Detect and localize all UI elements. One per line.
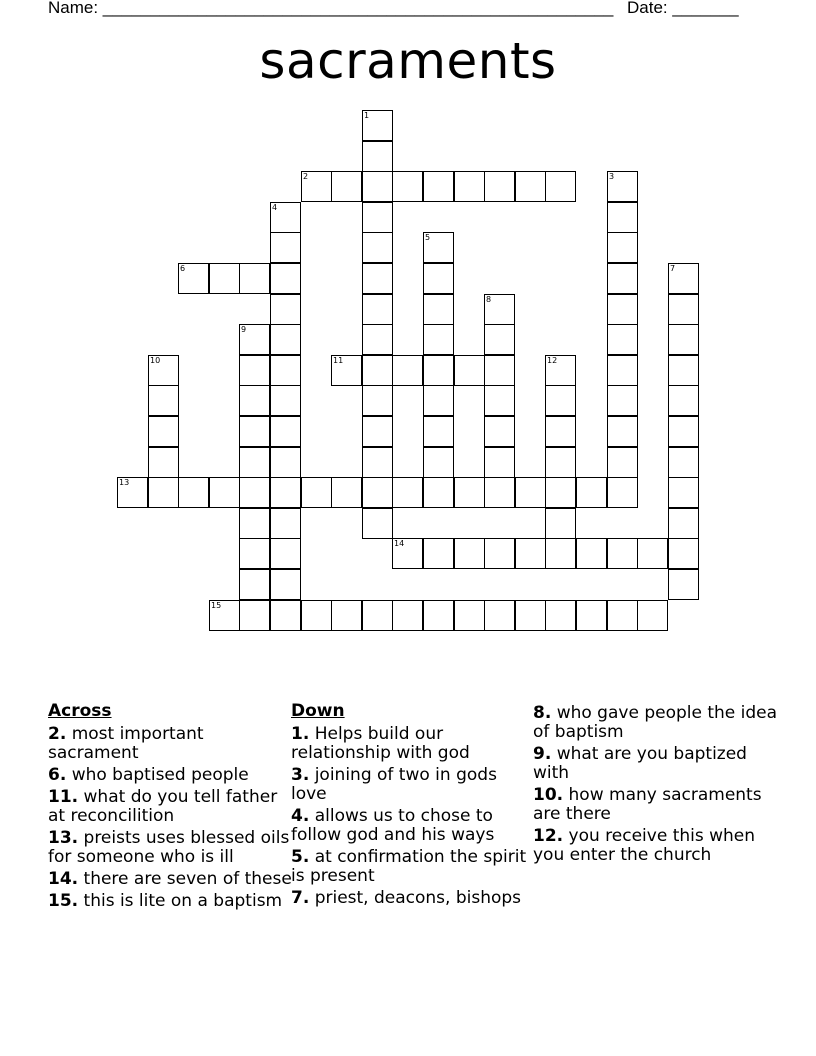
- crossword-cell[interactable]: [607, 202, 638, 233]
- crossword-cell[interactable]: [484, 355, 515, 386]
- down-clue: [291, 766, 536, 804]
- crossword-cell[interactable]: [209, 477, 240, 508]
- crossword-cell[interactable]: [270, 569, 301, 600]
- crossword-cell[interactable]: [607, 538, 638, 569]
- crossword-cell[interactable]: [423, 447, 454, 478]
- crossword-cell[interactable]: [668, 569, 699, 600]
- crossword-cell[interactable]: [607, 171, 638, 202]
- crossword-cell[interactable]: [148, 447, 179, 478]
- crossword-cell[interactable]: [239, 600, 270, 631]
- crossword-cell[interactable]: [270, 202, 301, 233]
- crossword-cell[interactable]: [362, 324, 393, 355]
- crossword-cell[interactable]: [270, 385, 301, 416]
- cell-number: 12: [547, 356, 558, 365]
- crossword-cell[interactable]: [484, 477, 515, 508]
- crossword-cell[interactable]: [607, 232, 638, 263]
- crossword-cell[interactable]: [117, 477, 148, 508]
- across-clues-column: [48, 702, 293, 914]
- cell-number: 14: [394, 539, 405, 548]
- clue-number: 12.: [533, 826, 564, 846]
- crossword-cell[interactable]: [423, 416, 454, 447]
- clue-text: joining of two in gods love: [291, 765, 497, 804]
- crossword-cell[interactable]: [239, 477, 270, 508]
- crossword-cell[interactable]: [423, 477, 454, 508]
- crossword-cell[interactable]: [270, 508, 301, 539]
- crossword-cell[interactable]: [362, 385, 393, 416]
- crossword-cell[interactable]: [454, 171, 485, 202]
- name-field-label: Name: ______________________________________________________: [48, 0, 614, 17]
- crossword-cell[interactable]: [392, 355, 423, 386]
- crossword-cell[interactable]: [392, 477, 423, 508]
- crossword-cell[interactable]: [423, 263, 454, 294]
- crossword-cell[interactable]: [576, 538, 607, 569]
- crossword-cell[interactable]: [607, 355, 638, 386]
- crossword-cell[interactable]: [362, 355, 393, 386]
- crossword-cell[interactable]: [454, 477, 485, 508]
- crossword-cell[interactable]: [668, 263, 699, 294]
- crossword-cell[interactable]: [239, 324, 270, 355]
- crossword-cell[interactable]: [545, 538, 576, 569]
- crossword-cell[interactable]: [331, 171, 362, 202]
- down-clue: [291, 848, 536, 886]
- crossword-cell[interactable]: [301, 477, 332, 508]
- crossword-cell[interactable]: [209, 600, 240, 631]
- clue-text: how many sacraments are there: [533, 785, 762, 824]
- crossword-cell[interactable]: [392, 171, 423, 202]
- crossword-cell[interactable]: [454, 538, 485, 569]
- down-clue: [291, 889, 536, 908]
- cell-number: 7: [670, 264, 676, 273]
- across-clue: [48, 725, 293, 763]
- crossword-cell[interactable]: [668, 324, 699, 355]
- cell-number: 15: [211, 601, 222, 610]
- clue-number: 9.: [533, 744, 552, 764]
- across-clue: [48, 829, 293, 867]
- crossword-cell[interactable]: [239, 416, 270, 447]
- crossword-cell[interactable]: [423, 538, 454, 569]
- crossword-cell[interactable]: [668, 385, 699, 416]
- crossword-cell[interactable]: [607, 416, 638, 447]
- crossword-cell[interactable]: [362, 447, 393, 478]
- clue-number: 15.: [48, 891, 79, 911]
- crossword-cell[interactable]: [423, 600, 454, 631]
- clue-text: this is lite on a baptism: [78, 891, 283, 911]
- crossword-cell[interactable]: [178, 477, 209, 508]
- crossword-cell[interactable]: [301, 171, 332, 202]
- across-clue: [48, 892, 293, 911]
- crossword-cell[interactable]: [362, 416, 393, 447]
- cell-number: 5: [425, 233, 431, 242]
- crossword-cell[interactable]: [362, 263, 393, 294]
- crossword-cell[interactable]: [301, 600, 332, 631]
- crossword-cell[interactable]: [515, 538, 546, 569]
- crossword-cell[interactable]: [331, 600, 362, 631]
- crossword-cell[interactable]: [270, 294, 301, 325]
- crossword-cell[interactable]: [607, 294, 638, 325]
- down-clue: [533, 704, 778, 742]
- crossword-cell[interactable]: [545, 385, 576, 416]
- down-clue: [291, 725, 536, 763]
- clue-text: who gave people the idea of baptism: [533, 703, 778, 742]
- crossword-cell[interactable]: [576, 477, 607, 508]
- crossword-cell[interactable]: [668, 416, 699, 447]
- clue-number: 6.: [48, 765, 67, 785]
- crossword-cell[interactable]: [545, 447, 576, 478]
- crossword-cell[interactable]: [392, 600, 423, 631]
- clue-number: 7.: [291, 888, 310, 908]
- across-heading: Across: [48, 701, 112, 721]
- clue-number: 10.: [533, 785, 564, 805]
- crossword-cell[interactable]: [239, 538, 270, 569]
- crossword-cell[interactable]: [239, 447, 270, 478]
- crossword-cell[interactable]: [668, 355, 699, 386]
- crossword-cell[interactable]: [545, 171, 576, 202]
- crossword-cell[interactable]: [545, 508, 576, 539]
- crossword-cell[interactable]: [637, 538, 668, 569]
- crossword-cell[interactable]: [392, 538, 423, 569]
- crossword-cell[interactable]: [362, 171, 393, 202]
- clue-text: at confirmation the spirit is present: [291, 847, 527, 886]
- cell-number: 9: [241, 325, 247, 334]
- crossword-cell[interactable]: [423, 232, 454, 263]
- down-clue: [533, 745, 778, 783]
- crossword-cell[interactable]: [362, 141, 393, 172]
- crossword-cell[interactable]: [607, 324, 638, 355]
- across-clue: [48, 766, 293, 785]
- crossword-cell[interactable]: [362, 477, 393, 508]
- date-field-label: Date: _______: [627, 0, 739, 17]
- crossword-cell[interactable]: [148, 416, 179, 447]
- clue-text: what do you tell father at reconcilition: [48, 787, 278, 826]
- clue-number: 5.: [291, 847, 310, 867]
- crossword-cell[interactable]: [545, 355, 576, 386]
- clue-text: who baptised people: [66, 765, 249, 785]
- cell-number: 4: [272, 203, 278, 212]
- crossword-cell[interactable]: [454, 600, 485, 631]
- crossword-cell[interactable]: [209, 263, 240, 294]
- crossword-cell[interactable]: [239, 385, 270, 416]
- crossword-cell[interactable]: [239, 355, 270, 386]
- crossword-cell[interactable]: [362, 508, 393, 539]
- clue-number: 4.: [291, 806, 310, 826]
- cell-number: 3: [609, 172, 615, 181]
- crossword-cell[interactable]: [668, 477, 699, 508]
- across-clue: [48, 870, 293, 889]
- crossword-cell[interactable]: [331, 477, 362, 508]
- crossword-cell[interactable]: [239, 569, 270, 600]
- crossword-cell[interactable]: [607, 385, 638, 416]
- crossword-cell[interactable]: [423, 385, 454, 416]
- crossword-cell[interactable]: [484, 538, 515, 569]
- down-clue: [533, 786, 778, 824]
- clue-number: 1.: [291, 724, 310, 744]
- down-clue: [291, 807, 536, 845]
- crossword-cell[interactable]: [668, 294, 699, 325]
- crossword-cell[interactable]: [668, 538, 699, 569]
- crossword-cell[interactable]: [148, 477, 179, 508]
- cell-number: 2: [303, 172, 309, 181]
- crossword-cell[interactable]: [423, 355, 454, 386]
- cell-number: 6: [180, 264, 186, 273]
- crossword-cell[interactable]: [484, 324, 515, 355]
- crossword-cell[interactable]: [515, 477, 546, 508]
- down-clues-column: [291, 702, 536, 911]
- clue-number: 11.: [48, 787, 79, 807]
- crossword-cell[interactable]: [607, 600, 638, 631]
- crossword-cell[interactable]: [454, 355, 485, 386]
- crossword-cell[interactable]: [270, 355, 301, 386]
- crossword-cell[interactable]: [239, 263, 270, 294]
- clue-number: 2.: [48, 724, 67, 744]
- crossword-cell[interactable]: [545, 416, 576, 447]
- clue-text: Helps build our relationship with god: [291, 724, 470, 763]
- crossword-cell[interactable]: [484, 416, 515, 447]
- crossword-cell[interactable]: [637, 600, 668, 631]
- crossword-cell[interactable]: [362, 202, 393, 233]
- crossword-cell[interactable]: [607, 477, 638, 508]
- crossword-cell[interactable]: [362, 294, 393, 325]
- cell-number: 8: [486, 295, 492, 304]
- crossword-cell[interactable]: [576, 600, 607, 631]
- across-clue: [48, 788, 293, 826]
- crossword-cell[interactable]: [178, 263, 209, 294]
- down-clues-column-continued: [533, 704, 778, 868]
- page-title: sacraments: [259, 32, 557, 90]
- down-clue: [533, 827, 778, 865]
- clue-number: 3.: [291, 765, 310, 785]
- clue-text: priest, deacons, bishops: [309, 888, 522, 908]
- clue-text: allows us to chose to follow god and his ways: [291, 806, 495, 845]
- crossword-cell[interactable]: [484, 294, 515, 325]
- crossword-cell[interactable]: [607, 263, 638, 294]
- crossword-cell[interactable]: [270, 538, 301, 569]
- clue-number: 14.: [48, 869, 79, 889]
- crossword-cell[interactable]: [423, 294, 454, 325]
- cell-number: 13: [119, 478, 130, 487]
- crossword-cell[interactable]: [148, 355, 179, 386]
- clue-number: 13.: [48, 828, 79, 848]
- crossword-cell[interactable]: [545, 477, 576, 508]
- crossword-cell[interactable]: [515, 600, 546, 631]
- down-heading: Down: [291, 701, 345, 721]
- clue-text: what are you baptized with: [533, 744, 747, 783]
- crossword-cell[interactable]: [148, 385, 179, 416]
- cell-number: 11: [333, 356, 344, 365]
- crossword-cell[interactable]: [270, 477, 301, 508]
- crossword-cell[interactable]: [484, 385, 515, 416]
- crossword-cell[interactable]: [239, 508, 270, 539]
- crossword-cell[interactable]: [607, 447, 638, 478]
- crossword-cell[interactable]: [668, 447, 699, 478]
- crossword-cell[interactable]: [270, 447, 301, 478]
- clue-text: most important sacrament: [48, 724, 204, 763]
- crossword-cell[interactable]: [668, 508, 699, 539]
- crossword-cell[interactable]: [423, 171, 454, 202]
- crossword-cell[interactable]: [270, 324, 301, 355]
- crossword-cell[interactable]: [484, 171, 515, 202]
- crossword-cell[interactable]: [362, 600, 393, 631]
- crossword-cell[interactable]: [270, 600, 301, 631]
- clue-text: preists uses blessed oils for someone who is ill: [48, 828, 290, 867]
- clue-number: 8.: [533, 703, 552, 723]
- crossword-cell[interactable]: [362, 110, 393, 141]
- crossword-cell[interactable]: [270, 416, 301, 447]
- crossword-cell[interactable]: [484, 600, 515, 631]
- clue-text: you receive this when you enter the church: [533, 826, 756, 865]
- crossword-cell[interactable]: [484, 447, 515, 478]
- cell-number: 10: [150, 356, 161, 365]
- crossword-cell[interactable]: [423, 324, 454, 355]
- crossword-cell[interactable]: [331, 355, 362, 386]
- crossword-cell[interactable]: [515, 171, 546, 202]
- crossword-cell[interactable]: [270, 232, 301, 263]
- crossword-cell[interactable]: [270, 263, 301, 294]
- crossword-cell[interactable]: [545, 600, 576, 631]
- cell-number: 1: [364, 111, 370, 120]
- clue-text: there are seven of these: [78, 869, 292, 889]
- crossword-cell[interactable]: [362, 232, 393, 263]
